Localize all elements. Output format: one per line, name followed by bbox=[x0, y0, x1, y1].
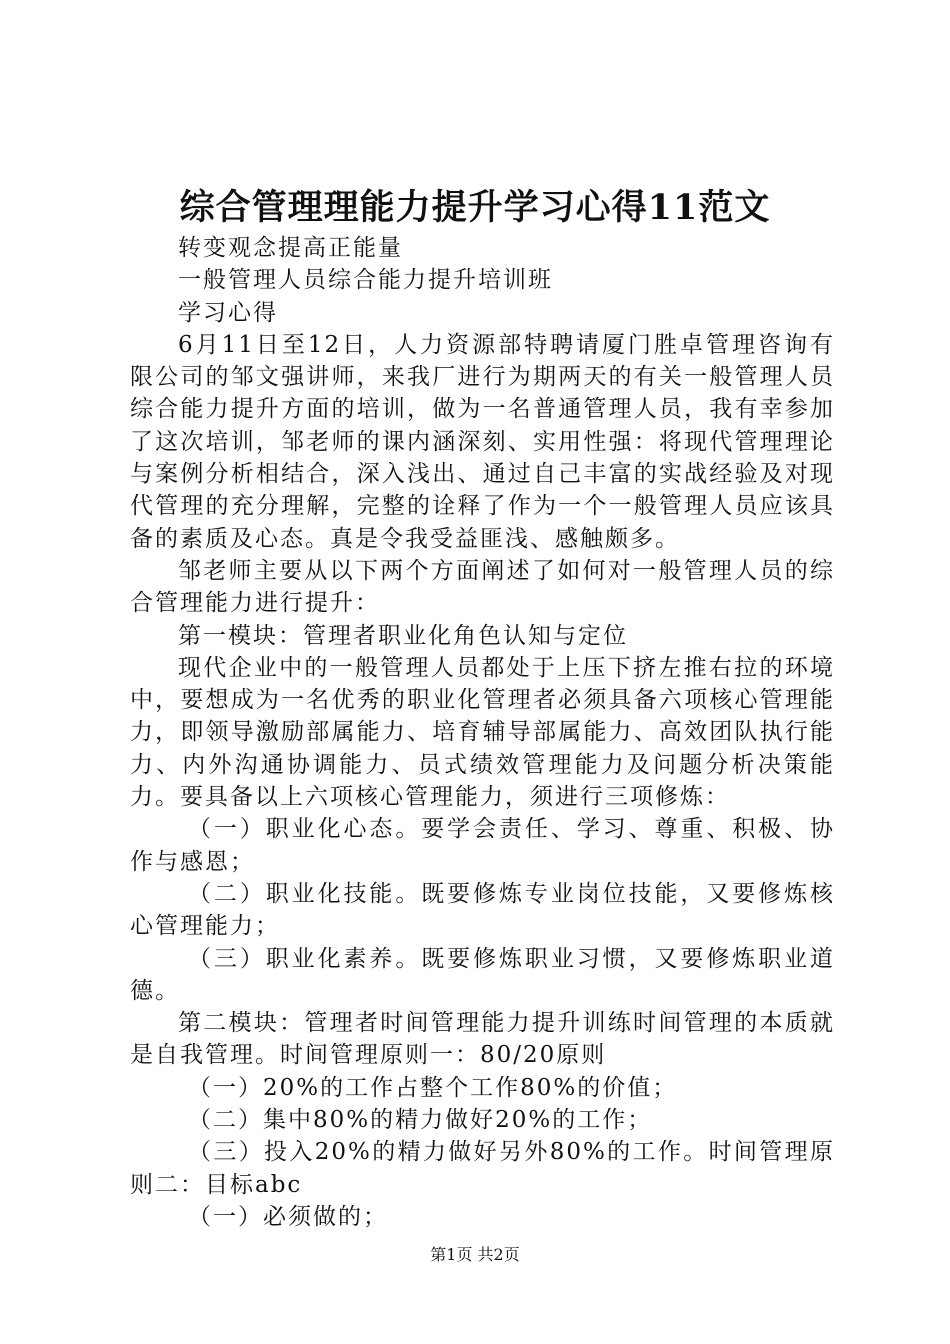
paragraph: 转变观念提高正能量 bbox=[178, 235, 403, 261]
paragraph: 6月11日至12日，人力资源部特聘请厦门胜卓管理咨询有限公司的邹文强讲师，来我厂进行为期两天的有关一般管理人员综合能力提升方面的培训，做为一名普通管理人员，我有幸参加了这次培训，邹老师的课内涵深刻、实用性强：将现代管理理论与案例分析相结合，深入浅出、通过自己丰富的实战经验及对现代管理的充分理解，完整的诠释了作为一个一般管理人员应该具备的素质及心态。真是令我受益匪浅、感触颇多。 bbox=[130, 331, 835, 552]
page-footer: 第1页 共2页 bbox=[430, 1245, 520, 1264]
paragraph: 邹老师主要从以下两个方面阐述了如何对一般管理人员的综合管理能力进行提升： bbox=[130, 557, 835, 617]
list-item: （一）职业化心态。要学会责任、学习、尊重、积极、协作与感恩； bbox=[130, 816, 835, 875]
paragraph: 第二模块：管理者时间管理能力提升训练时间管理的本质就是自我管理。时间管理原则一：80/20原则 bbox=[130, 1010, 835, 1069]
paragraph: 现代企业中的一般管理人员都处于上压下挤左推右拉的环境中，要想成为一名优秀的职业化管理者必须具备六项核心管理能力，即领导激励部属能力、培育辅导部属能力、高效团队执行能力、内外沟通协调能力、员式绩效管理能力及问题分析决策能力。要具备以上六项核心管理能力，须进行三项修炼： bbox=[130, 654, 835, 811]
document-body bbox=[130, 232, 835, 1233]
document-title: 综合管理理能力提升学习心得11范文 bbox=[179, 187, 771, 228]
list-item: （三）投入20%的精力做好另外80%的工作。时间管理原则二：目标abc bbox=[130, 1139, 835, 1198]
paragraph: 学习心得 bbox=[178, 299, 278, 326]
list-item: （二）集中80%的精力做好20%的工作； bbox=[188, 1107, 653, 1134]
section-heading: 第一模块：管理者职业化角色认知与定位 bbox=[178, 622, 628, 649]
list-item: （一）20%的工作占整个工作80%的价值； bbox=[188, 1074, 678, 1101]
list-item: （一）必须做的； bbox=[188, 1203, 388, 1230]
paragraph: 一般管理人员综合能力提升培训班 bbox=[178, 267, 553, 294]
list-item: （二）职业化技能。既要修炼专业岗位技能，又要修炼核心管理能力； bbox=[130, 880, 835, 940]
list-item: （三）职业化素养。既要修炼职业习惯，又要修炼职业道德。 bbox=[130, 945, 835, 1004]
